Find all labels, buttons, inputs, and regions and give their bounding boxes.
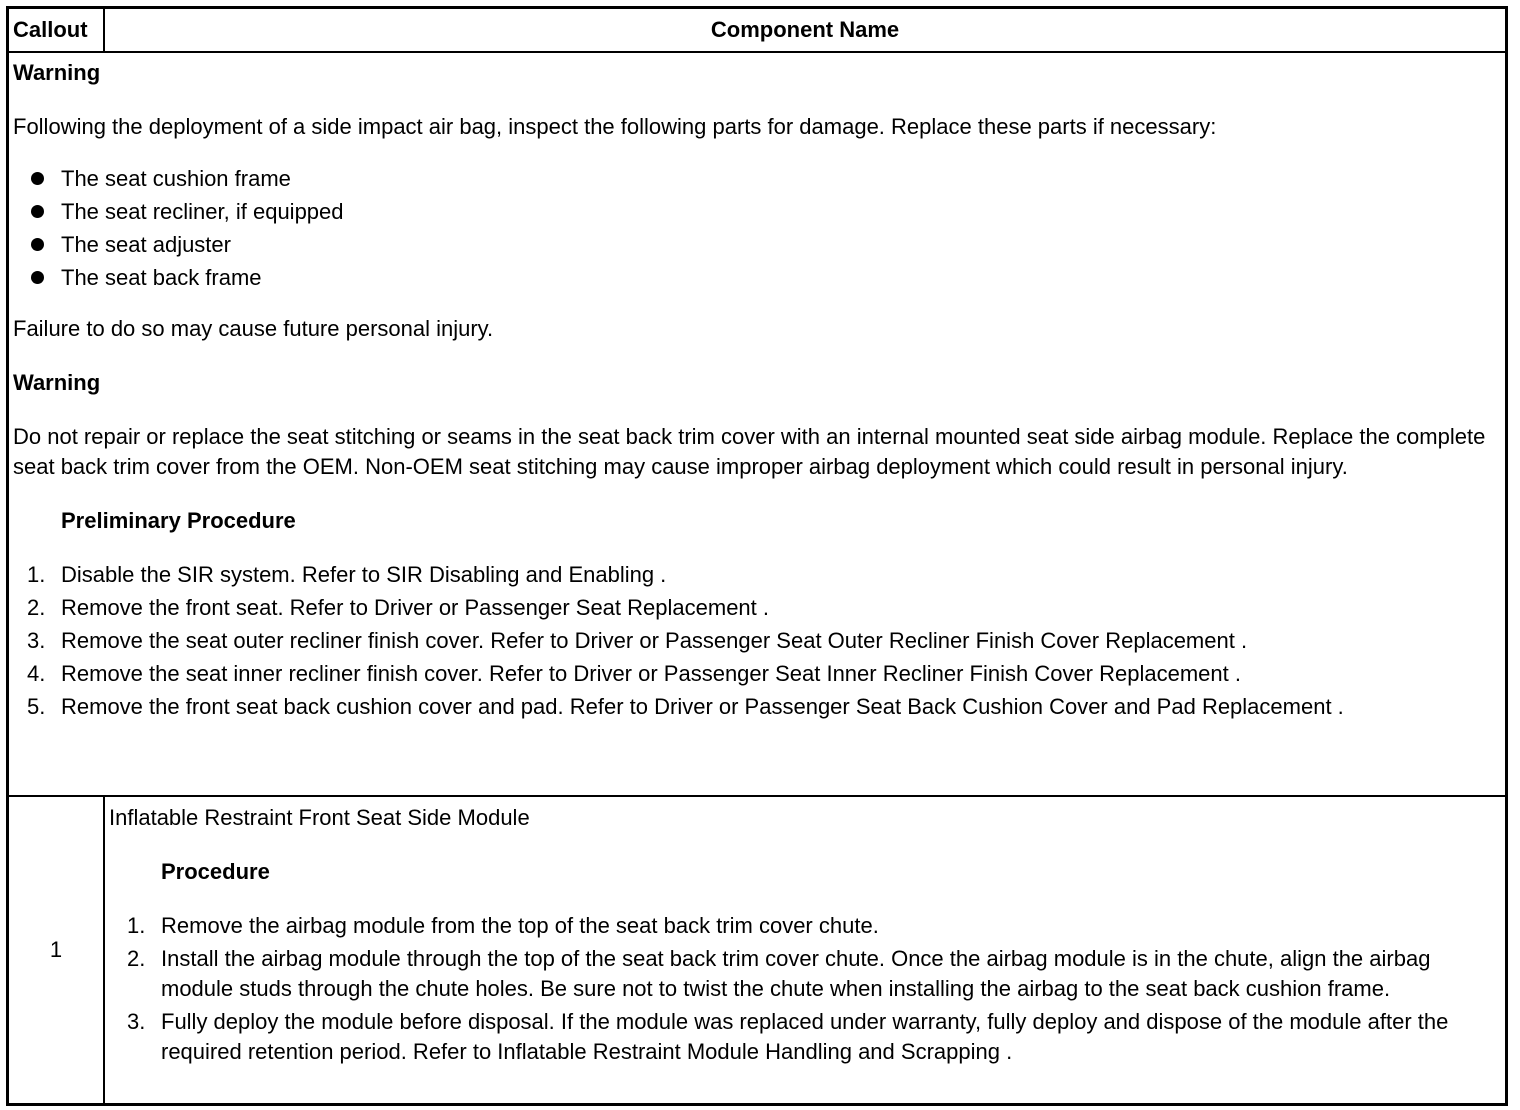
step-text: Remove the seat inner recliner finish cover. Refer to Driver or Passenger Seat Inner Recliner Finish Cover Replacement . — [61, 661, 1241, 686]
list-item: 2. Install the airbag module through the top of the seat back trim cover chute. Once the airbag module is in the chute, align the airbag module studs through the chute holes. Be sure not to twist the chute when installing the airbag to the seat back cushion frame. — [127, 946, 1431, 1001]
header-component-name: Component Name — [710, 17, 900, 42]
callout-number: 1 — [9, 797, 105, 1103]
list-item: 3. Fully deploy the module before disposal. If the module was replaced under warranty, fully deploy and dispose of the module after the required retention period. Refer to Inflatable Restraint Module Handling and Scrapping . — [127, 1009, 1449, 1064]
warning-2-title: Warning — [13, 370, 101, 395]
step-text: Install the airbag module through the top of the seat back trim cover chute. Once the airbag module is in the chute, align the airbag module studs through the chute holes. Be sure not to twist the chute when installing the airbag to the seat back cushion frame. — [161, 946, 1431, 1001]
header-callout: Callout — [9, 9, 105, 51]
step-text: Disable the SIR system. Refer to SIR Disabling and Enabling . — [61, 562, 667, 587]
component-table — [6, 6, 1508, 1106]
list-item: 5. Remove the front seat back cushion cover and pad. Refer to Driver or Passenger Seat Back Cushion Cover and Pad Replacement . — [27, 694, 1344, 719]
procedure-title: Procedure — [161, 859, 270, 884]
list-item: 1. Disable the SIR system. Refer to SIR Disabling and Enabling . — [27, 562, 667, 587]
table-row — [9, 797, 1505, 1103]
list-item: 3. Remove the seat outer recliner finish cover. Refer to Driver or Passenger Seat Outer Recliner Finish Cover Replacement . — [27, 628, 1248, 653]
preliminary-steps — [13, 560, 1501, 722]
list-item: 1. Remove the airbag module from the top of the seat back trim cover chute. — [127, 913, 879, 938]
procedure-steps — [109, 911, 1497, 1067]
list-item: The seat adjuster — [13, 228, 1501, 261]
step-text: Remove the seat outer recliner finish cover. Refer to Driver or Passenger Seat Outer Recliner Finish Cover Replacement . — [61, 628, 1248, 653]
table-header — [9, 9, 1505, 53]
warning-2-text: Do not repair or replace the seat stitching or seams in the seat back trim cover with an internal mounted seat side airbag module. Replace the complete seat back trim cover from the OEM. Non-OEM seat stitching may cause improper airbag deployment which could result in personal injury. — [13, 424, 1486, 479]
general-row — [9, 53, 1505, 797]
component-name: Inflatable Restraint Front Seat Side Module — [109, 805, 530, 830]
component-cell — [105, 797, 1505, 1103]
step-text: Remove the front seat back cushion cover and pad. Refer to Driver or Passenger Seat Back Cushion Cover and Pad Replacement . — [61, 694, 1344, 719]
warning-1-title: Warning — [13, 60, 101, 85]
step-text: Fully deploy the module before disposal. If the module was replaced under warranty, fully deploy and dispose of the module after the required retention period. Refer to Inflatable Restraint Module Handling and Scrapping . — [161, 1009, 1449, 1064]
list-item: 2. Remove the front seat. Refer to Driver or Passenger Seat Replacement . — [27, 595, 769, 620]
list-item: 4. Remove the seat inner recliner finish cover. Refer to Driver or Passenger Seat Inner Recliner Finish Cover Replacement . — [27, 661, 1241, 686]
warning-1-text: Following the deployment of a side impact air bag, inspect the following parts for damage. Replace these parts if necessary: — [13, 114, 1217, 139]
warning-1-list — [13, 162, 1501, 294]
step-text: Remove the airbag module from the top of the seat back trim cover chute. — [161, 913, 879, 938]
list-item: The seat recliner, if equipped — [13, 195, 1501, 228]
list-item: The seat cushion frame — [13, 162, 1501, 195]
preliminary-procedure-title: Preliminary Procedure — [61, 508, 296, 533]
step-text: Remove the front seat. Refer to Driver or Passenger Seat Replacement . — [61, 595, 769, 620]
list-item: The seat back frame — [13, 261, 1501, 294]
warning-1-footer: Failure to do so may cause future personal injury. — [13, 316, 494, 341]
